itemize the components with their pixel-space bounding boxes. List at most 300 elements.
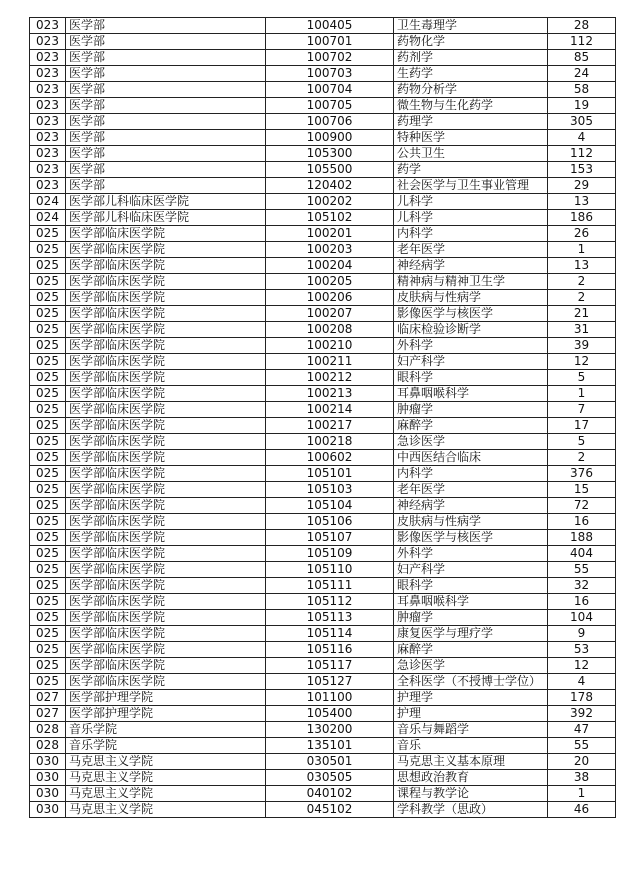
table-row (30, 530, 616, 546)
major-name-cell: 影像医学与核医学 (394, 530, 548, 546)
college-code-cell: 025 (30, 514, 66, 530)
college-code-cell: 023 (30, 66, 66, 82)
college-name-cell: 医学部临床医学院 (66, 450, 266, 466)
college-name-cell: 医学部临床医学院 (66, 242, 266, 258)
table-row (30, 162, 616, 178)
college-name-cell: 医学部临床医学院 (66, 546, 266, 562)
college-name-cell: 医学部临床医学院 (66, 642, 266, 658)
major-name-cell: 妇产科学 (394, 354, 548, 370)
table-row (30, 706, 616, 722)
college-code-cell: 025 (30, 498, 66, 514)
table-row (30, 274, 616, 290)
college-code-cell: 030 (30, 754, 66, 770)
major-name-cell: 内科学 (394, 466, 548, 482)
college-code-cell: 025 (30, 530, 66, 546)
table-row (30, 722, 616, 738)
count-cell: 53 (548, 642, 616, 658)
major-code-cell: 100211 (266, 354, 394, 370)
major-code-cell: 100206 (266, 290, 394, 306)
table-row (30, 226, 616, 242)
college-code-cell: 028 (30, 722, 66, 738)
major-code-cell: 030505 (266, 770, 394, 786)
count-cell: 15 (548, 482, 616, 498)
major-code-cell: 100702 (266, 50, 394, 66)
major-name-cell: 社会医学与卫生事业管理 (394, 178, 548, 194)
major-name-cell: 麻醉学 (394, 418, 548, 434)
table-row (30, 178, 616, 194)
count-cell: 20 (548, 754, 616, 770)
major-code-cell: 105500 (266, 162, 394, 178)
major-code-cell: 105110 (266, 562, 394, 578)
table-row (30, 626, 616, 642)
table-row (30, 786, 616, 802)
college-name-cell: 医学部临床医学院 (66, 578, 266, 594)
college-code-cell: 023 (30, 162, 66, 178)
major-name-cell: 眼科学 (394, 578, 548, 594)
table-row (30, 34, 616, 50)
table-row (30, 354, 616, 370)
count-cell: 32 (548, 578, 616, 594)
major-code-cell: 100218 (266, 434, 394, 450)
count-cell: 2 (548, 290, 616, 306)
count-cell: 72 (548, 498, 616, 514)
table-row (30, 770, 616, 786)
count-cell: 188 (548, 530, 616, 546)
major-name-cell: 护理学 (394, 690, 548, 706)
count-cell: 4 (548, 130, 616, 146)
major-code-cell: 105111 (266, 578, 394, 594)
major-code-cell: 105114 (266, 626, 394, 642)
college-name-cell: 马克思主义学院 (66, 754, 266, 770)
major-code-cell: 105106 (266, 514, 394, 530)
college-code-cell: 023 (30, 82, 66, 98)
count-cell: 5 (548, 434, 616, 450)
college-code-cell: 027 (30, 690, 66, 706)
major-name-cell: 药理学 (394, 114, 548, 130)
major-code-cell: 040102 (266, 786, 394, 802)
college-code-cell: 025 (30, 562, 66, 578)
count-cell: 85 (548, 50, 616, 66)
count-cell: 1 (548, 386, 616, 402)
major-name-cell: 药剂学 (394, 50, 548, 66)
major-code-cell: 100207 (266, 306, 394, 322)
college-code-cell: 023 (30, 34, 66, 50)
count-cell: 24 (548, 66, 616, 82)
college-code-cell: 023 (30, 178, 66, 194)
college-name-cell: 医学部临床医学院 (66, 418, 266, 434)
major-code-cell: 105400 (266, 706, 394, 722)
major-name-cell: 音乐与舞蹈学 (394, 722, 548, 738)
count-cell: 4 (548, 674, 616, 690)
college-code-cell: 025 (30, 354, 66, 370)
major-name-cell: 皮肤病与性病学 (394, 514, 548, 530)
college-code-cell: 025 (30, 386, 66, 402)
count-cell: 186 (548, 210, 616, 226)
major-code-cell: 100706 (266, 114, 394, 130)
major-code-cell: 105104 (266, 498, 394, 514)
college-code-cell: 023 (30, 130, 66, 146)
college-code-cell: 025 (30, 306, 66, 322)
count-cell: 55 (548, 562, 616, 578)
major-name-cell: 学科教学（思政） (394, 802, 548, 818)
major-name-cell: 外科学 (394, 546, 548, 562)
major-name-cell: 临床检验诊断学 (394, 322, 548, 338)
college-name-cell: 医学部 (66, 146, 266, 162)
college-code-cell: 030 (30, 770, 66, 786)
college-name-cell: 医学部临床医学院 (66, 466, 266, 482)
major-name-cell: 急诊医学 (394, 658, 548, 674)
table-row (30, 594, 616, 610)
major-name-cell: 儿科学 (394, 210, 548, 226)
college-name-cell: 音乐学院 (66, 722, 266, 738)
college-code-cell: 025 (30, 242, 66, 258)
college-name-cell: 医学部 (66, 162, 266, 178)
major-code-cell: 100900 (266, 130, 394, 146)
college-name-cell: 医学部临床医学院 (66, 530, 266, 546)
count-cell: 5 (548, 370, 616, 386)
count-cell: 47 (548, 722, 616, 738)
count-cell: 28 (548, 18, 616, 34)
college-code-cell: 025 (30, 434, 66, 450)
major-code-cell: 105300 (266, 146, 394, 162)
college-name-cell: 医学部 (66, 82, 266, 98)
major-name-cell: 中西医结合临床 (394, 450, 548, 466)
major-name-cell: 神经病学 (394, 498, 548, 514)
college-name-cell: 医学部临床医学院 (66, 386, 266, 402)
college-name-cell: 马克思主义学院 (66, 802, 266, 818)
count-cell: 104 (548, 610, 616, 626)
count-cell: 404 (548, 546, 616, 562)
college-code-cell: 024 (30, 210, 66, 226)
major-name-cell: 课程与教学论 (394, 786, 548, 802)
major-code-cell: 100701 (266, 34, 394, 50)
college-code-cell: 024 (30, 194, 66, 210)
college-code-cell: 028 (30, 738, 66, 754)
count-cell: 19 (548, 98, 616, 114)
count-cell: 376 (548, 466, 616, 482)
college-code-cell: 025 (30, 258, 66, 274)
table-row (30, 322, 616, 338)
table-row (30, 738, 616, 754)
major-code-cell: 105103 (266, 482, 394, 498)
count-cell: 7 (548, 402, 616, 418)
major-code-cell: 105107 (266, 530, 394, 546)
major-name-cell: 耳鼻咽喉科学 (394, 594, 548, 610)
college-code-cell: 023 (30, 18, 66, 34)
college-code-cell: 030 (30, 802, 66, 818)
college-name-cell: 医学部 (66, 34, 266, 50)
major-name-cell: 马克思主义基本原理 (394, 754, 548, 770)
major-code-cell: 045102 (266, 802, 394, 818)
major-name-cell: 音乐 (394, 738, 548, 754)
count-cell: 13 (548, 194, 616, 210)
table-row (30, 418, 616, 434)
major-name-cell: 麻醉学 (394, 642, 548, 658)
count-cell: 46 (548, 802, 616, 818)
table-row (30, 306, 616, 322)
major-name-cell: 肿瘤学 (394, 402, 548, 418)
count-cell: 12 (548, 658, 616, 674)
table-row (30, 754, 616, 770)
major-name-cell: 特种医学 (394, 130, 548, 146)
major-code-cell: 030501 (266, 754, 394, 770)
college-name-cell: 医学部 (66, 98, 266, 114)
count-cell: 13 (548, 258, 616, 274)
college-name-cell: 医学部 (66, 114, 266, 130)
table-row (30, 514, 616, 530)
count-cell: 12 (548, 354, 616, 370)
count-cell: 29 (548, 178, 616, 194)
college-name-cell: 医学部临床医学院 (66, 514, 266, 530)
college-name-cell: 医学部临床医学院 (66, 402, 266, 418)
college-name-cell: 医学部临床医学院 (66, 434, 266, 450)
table-row (30, 546, 616, 562)
college-code-cell: 025 (30, 594, 66, 610)
table-row (30, 466, 616, 482)
college-code-cell: 025 (30, 578, 66, 594)
major-code-cell: 100201 (266, 226, 394, 242)
count-cell: 2 (548, 450, 616, 466)
college-code-cell: 023 (30, 98, 66, 114)
major-name-cell: 微生物与生化药学 (394, 98, 548, 114)
major-name-cell: 神经病学 (394, 258, 548, 274)
count-cell: 305 (548, 114, 616, 130)
college-code-cell: 030 (30, 786, 66, 802)
college-code-cell: 025 (30, 274, 66, 290)
count-cell: 21 (548, 306, 616, 322)
major-name-cell: 思想政治教育 (394, 770, 548, 786)
table-row (30, 194, 616, 210)
major-code-cell: 100205 (266, 274, 394, 290)
college-name-cell: 音乐学院 (66, 738, 266, 754)
college-code-cell: 025 (30, 626, 66, 642)
major-code-cell: 100214 (266, 402, 394, 418)
table-row (30, 610, 616, 626)
major-code-cell: 100602 (266, 450, 394, 466)
college-code-cell: 023 (30, 50, 66, 66)
college-name-cell: 医学部临床医学院 (66, 306, 266, 322)
major-code-cell: 105116 (266, 642, 394, 658)
major-code-cell: 105109 (266, 546, 394, 562)
count-cell: 58 (548, 82, 616, 98)
college-code-cell: 025 (30, 450, 66, 466)
major-code-cell: 105113 (266, 610, 394, 626)
college-name-cell: 医学部临床医学院 (66, 338, 266, 354)
college-name-cell: 医学部临床医学院 (66, 610, 266, 626)
major-code-cell: 100704 (266, 82, 394, 98)
major-name-cell: 肿瘤学 (394, 610, 548, 626)
major-code-cell: 120402 (266, 178, 394, 194)
count-cell: 38 (548, 770, 616, 786)
table-row (30, 386, 616, 402)
major-name-cell: 老年医学 (394, 242, 548, 258)
table-row (30, 338, 616, 354)
college-name-cell: 医学部临床医学院 (66, 258, 266, 274)
major-name-cell: 影像医学与核医学 (394, 306, 548, 322)
college-name-cell: 马克思主义学院 (66, 770, 266, 786)
table-row (30, 578, 616, 594)
college-code-cell: 025 (30, 370, 66, 386)
table-row (30, 402, 616, 418)
college-name-cell: 医学部 (66, 18, 266, 34)
major-name-cell: 皮肤病与性病学 (394, 290, 548, 306)
count-cell: 178 (548, 690, 616, 706)
college-name-cell: 医学部临床医学院 (66, 226, 266, 242)
major-code-cell: 100204 (266, 258, 394, 274)
table-row (30, 18, 616, 34)
major-name-cell: 精神病与精神卫生学 (394, 274, 548, 290)
table-row (30, 130, 616, 146)
major-name-cell: 全科医学（不授博士学位） (394, 674, 548, 690)
college-name-cell: 医学部儿科临床医学院 (66, 210, 266, 226)
major-code-cell: 100202 (266, 194, 394, 210)
count-cell: 1 (548, 242, 616, 258)
college-name-cell: 医学部儿科临床医学院 (66, 194, 266, 210)
college-name-cell: 医学部临床医学院 (66, 290, 266, 306)
college-name-cell: 医学部临床医学院 (66, 626, 266, 642)
major-code-cell: 105101 (266, 466, 394, 482)
college-name-cell: 医学部临床医学院 (66, 482, 266, 498)
college-code-cell: 023 (30, 146, 66, 162)
table-row (30, 802, 616, 818)
major-code-cell: 100217 (266, 418, 394, 434)
major-name-cell: 药学 (394, 162, 548, 178)
count-cell: 55 (548, 738, 616, 754)
table-row (30, 242, 616, 258)
college-code-cell: 027 (30, 706, 66, 722)
count-cell: 16 (548, 514, 616, 530)
college-code-cell: 025 (30, 466, 66, 482)
count-cell: 17 (548, 418, 616, 434)
count-cell: 31 (548, 322, 616, 338)
enrollment-table (29, 17, 616, 818)
table-row (30, 642, 616, 658)
college-code-cell: 025 (30, 290, 66, 306)
table-row (30, 66, 616, 82)
table-row (30, 498, 616, 514)
college-name-cell: 医学部 (66, 178, 266, 194)
major-name-cell: 生药学 (394, 66, 548, 82)
college-code-cell: 025 (30, 482, 66, 498)
table-body (30, 18, 616, 818)
college-code-cell: 025 (30, 402, 66, 418)
count-cell: 153 (548, 162, 616, 178)
count-cell: 2 (548, 274, 616, 290)
table-row (30, 658, 616, 674)
college-code-cell: 025 (30, 674, 66, 690)
table-row (30, 370, 616, 386)
table-row (30, 258, 616, 274)
major-code-cell: 100705 (266, 98, 394, 114)
major-name-cell: 公共卫生 (394, 146, 548, 162)
count-cell: 112 (548, 146, 616, 162)
college-name-cell: 医学部临床医学院 (66, 370, 266, 386)
count-cell: 26 (548, 226, 616, 242)
college-name-cell: 医学部临床医学院 (66, 498, 266, 514)
table-row (30, 146, 616, 162)
college-name-cell: 医学部临床医学院 (66, 354, 266, 370)
table-row (30, 562, 616, 578)
major-name-cell: 外科学 (394, 338, 548, 354)
major-name-cell: 卫生毒理学 (394, 18, 548, 34)
college-name-cell: 医学部临床医学院 (66, 594, 266, 610)
table-row (30, 114, 616, 130)
major-code-cell: 105127 (266, 674, 394, 690)
major-name-cell: 内科学 (394, 226, 548, 242)
college-code-cell: 025 (30, 658, 66, 674)
major-code-cell: 100203 (266, 242, 394, 258)
major-name-cell: 急诊医学 (394, 434, 548, 450)
table-row (30, 98, 616, 114)
college-code-cell: 025 (30, 338, 66, 354)
college-name-cell: 马克思主义学院 (66, 786, 266, 802)
major-code-cell: 130200 (266, 722, 394, 738)
major-code-cell: 100703 (266, 66, 394, 82)
college-name-cell: 医学部临床医学院 (66, 658, 266, 674)
major-code-cell: 100208 (266, 322, 394, 338)
table-row (30, 482, 616, 498)
major-code-cell: 100213 (266, 386, 394, 402)
table-row (30, 434, 616, 450)
college-name-cell: 医学部 (66, 50, 266, 66)
college-name-cell: 医学部临床医学院 (66, 322, 266, 338)
table-row (30, 50, 616, 66)
major-code-cell: 105102 (266, 210, 394, 226)
major-name-cell: 老年医学 (394, 482, 548, 498)
college-name-cell: 医学部临床医学院 (66, 562, 266, 578)
major-code-cell: 100210 (266, 338, 394, 354)
college-code-cell: 025 (30, 610, 66, 626)
major-code-cell: 105112 (266, 594, 394, 610)
major-name-cell: 眼科学 (394, 370, 548, 386)
college-name-cell: 医学部 (66, 66, 266, 82)
count-cell: 16 (548, 594, 616, 610)
college-code-cell: 025 (30, 418, 66, 434)
major-name-cell: 耳鼻咽喉科学 (394, 386, 548, 402)
college-name-cell: 医学部护理学院 (66, 706, 266, 722)
major-name-cell: 妇产科学 (394, 562, 548, 578)
college-code-cell: 025 (30, 642, 66, 658)
major-name-cell: 康复医学与理疗学 (394, 626, 548, 642)
major-code-cell: 100405 (266, 18, 394, 34)
table-row (30, 210, 616, 226)
count-cell: 39 (548, 338, 616, 354)
college-code-cell: 025 (30, 226, 66, 242)
count-cell: 112 (548, 34, 616, 50)
major-code-cell: 100212 (266, 370, 394, 386)
college-name-cell: 医学部临床医学院 (66, 674, 266, 690)
college-code-cell: 023 (30, 114, 66, 130)
count-cell: 392 (548, 706, 616, 722)
table-row (30, 674, 616, 690)
college-code-cell: 025 (30, 322, 66, 338)
table-row (30, 690, 616, 706)
major-code-cell: 101100 (266, 690, 394, 706)
major-name-cell: 护理 (394, 706, 548, 722)
major-name-cell: 儿科学 (394, 194, 548, 210)
major-code-cell: 135101 (266, 738, 394, 754)
count-cell: 1 (548, 786, 616, 802)
college-name-cell: 医学部 (66, 130, 266, 146)
college-name-cell: 医学部护理学院 (66, 690, 266, 706)
major-code-cell: 105117 (266, 658, 394, 674)
major-name-cell: 药物分析学 (394, 82, 548, 98)
table-row (30, 450, 616, 466)
table-row (30, 82, 616, 98)
college-code-cell: 025 (30, 546, 66, 562)
college-name-cell: 医学部临床医学院 (66, 274, 266, 290)
table-row (30, 290, 616, 306)
